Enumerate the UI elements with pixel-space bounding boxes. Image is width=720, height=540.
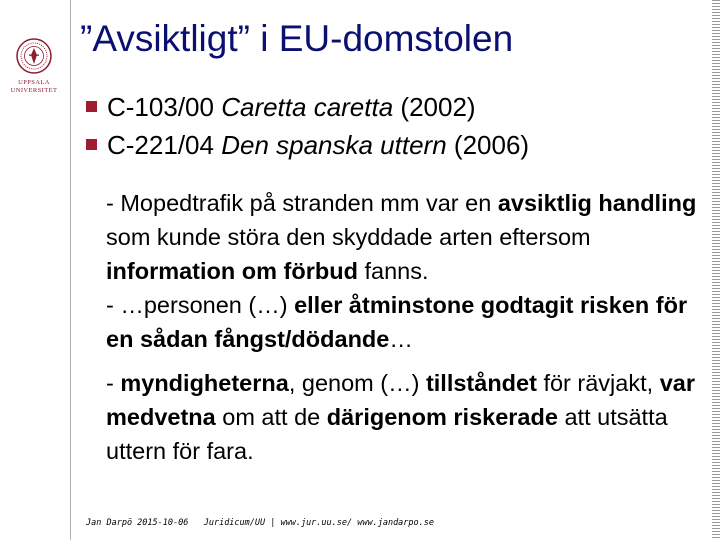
bold-text-run: därigenom riskerade [326, 404, 558, 430]
case-name: Caretta caretta [221, 92, 394, 122]
text-run: … [389, 326, 413, 352]
footer-author-date: Jan Darpö 2015-10-06 [86, 518, 189, 528]
bold-text-run: var medvetna [106, 370, 695, 430]
slide-footer [86, 518, 434, 528]
text-run: fanns. [357, 258, 429, 284]
university-logo [8, 38, 60, 95]
footer-separator [188, 518, 203, 528]
slide-title: ”Avsiktligt” i EU-domstolen [80, 18, 514, 59]
case-year: (2006) [453, 130, 530, 160]
text-run: - Mopedtrafik på stranden mm var en [106, 190, 498, 216]
square-bullet-icon [86, 139, 97, 150]
case-name: Den spanska uttern [221, 130, 447, 160]
bold-text-run: information om förbud [106, 258, 358, 284]
text-run: , genom (…) [288, 370, 426, 396]
bold-text-run: tillståndet [425, 370, 537, 396]
text-run: - …personen (…) [106, 292, 295, 318]
bullet-text [107, 130, 529, 161]
text-run: att utsätta uttern för fara. [106, 404, 668, 464]
sidebar [0, 0, 71, 540]
text-run: - [106, 370, 121, 396]
paragraph-mopedtrafik [106, 186, 706, 288]
text-run: för rävjakt, [536, 370, 660, 396]
case-year: (2002) [400, 92, 476, 122]
bold-text-run: eller åtminstone godtagit risken för en sådan fångst/dödande [106, 292, 688, 352]
text-run: om att de [215, 404, 327, 430]
text-run: som kunde störa den skyddade arten eftersom [106, 224, 591, 250]
paragraph-myndigheterna [106, 366, 706, 468]
square-bullet-icon [86, 101, 97, 112]
university-seal-icon [16, 38, 52, 74]
bullet-text [107, 92, 476, 123]
bold-text-run: myndigheterna [120, 370, 289, 396]
logo-text-universitet: UNIVERSITET [10, 87, 58, 94]
case-number: C-221/04 [107, 130, 214, 160]
paragraph-personen [106, 288, 706, 356]
logo-text-uppsala: UPPSALA [18, 79, 50, 86]
case-number: C-103/00 [107, 92, 214, 122]
bold-text-run: avsiktlig handling [497, 190, 697, 216]
decorative-right-strip [712, 0, 720, 540]
footer-info: Juridicum/UU | www.jur.uu.se/ www.jandarpo.se [203, 518, 435, 528]
